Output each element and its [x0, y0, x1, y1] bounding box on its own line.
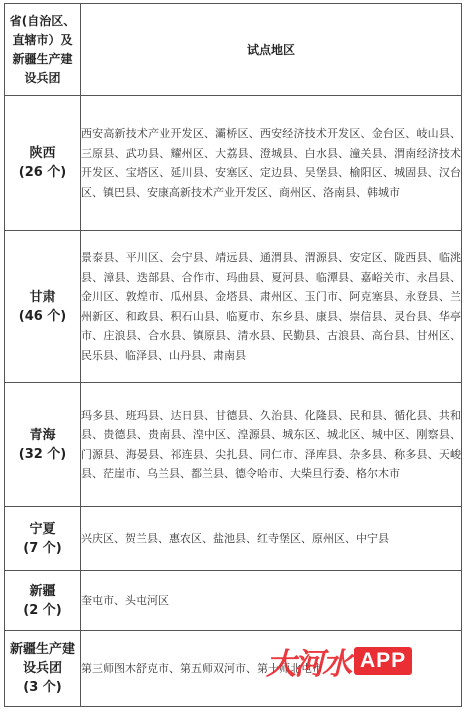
province-cell [5, 383, 81, 507]
province-cell [5, 507, 81, 571]
table-row [5, 571, 462, 631]
table-row [5, 96, 462, 231]
table-header-row [5, 4, 462, 96]
province-name-line: 新疆生产建 [9, 642, 75, 657]
province-name: 宁夏 [29, 521, 56, 537]
province-cell [5, 571, 81, 631]
province-name: 青海 [29, 427, 56, 443]
watermark-logo [266, 643, 412, 682]
header-province-line: 设兵团 [24, 70, 61, 85]
province-name: 陕西 [29, 146, 56, 161]
header-province [5, 4, 81, 96]
watermark-logo-text: 大河水 [266, 647, 350, 682]
pilot-areas-table [4, 3, 462, 707]
province-name: 新疆 [29, 583, 56, 599]
province-count: (2 个) [23, 602, 62, 618]
header-province-line: 直辖市）及 [12, 32, 73, 47]
province-count: (32 个) [18, 446, 67, 462]
areas-cell: 兴庆区、贺兰县、惠农区、盐池县、红寺堡区、原州区、中宁县 [81, 507, 462, 571]
header-province-line: 省(自治区、 [9, 13, 76, 28]
areas-cell: 玛多县、班玛县、达日县、甘德县、久治县、化隆县、民和县、循化县、共和县、贵德县、贵南县、湟中区、湟源县、城东区、城北区、城中区、刚察县、门源县、海晏县、祁连县、尖扎县、同仁市、泽库县、杂多县、称多县、天峻县、茫崖市、乌兰县、都兰县、德令哈市、大柴旦行委、格尔木市 [81, 383, 462, 507]
areas-cell: 奎屯市、头屯河区 [81, 571, 462, 631]
table-row [5, 383, 462, 507]
province-count: (3 个) [23, 680, 62, 695]
province-count: (46 个) [18, 308, 67, 324]
header-province-line: 新疆生产建 [12, 51, 73, 66]
province-count: (26 个) [18, 165, 67, 180]
watermark-app-badge: APP [354, 647, 412, 675]
table-row [5, 507, 462, 571]
areas-cell: 西安高新技术产业开发区、灞桥区、西安经济技术开发区、金台区、岐山县、三原县、武功县、耀州区、大荔县、澄城县、白水县、潼关县、渭南经济技术开发区、宝塔区、延川县、安塞区、定边县、吴堡县、榆阳区、城固县、汉台区、镇巴县、安康高新技术产业开发区、商州区、洛南县、韩城市 [81, 96, 462, 231]
province-name: 甘肃 [29, 289, 56, 305]
province-cell [5, 631, 81, 707]
province-count: (7 个) [23, 540, 62, 556]
province-cell [5, 231, 81, 383]
areas-cell: 景泰县、平川区、会宁县、靖远县、通渭县、渭源县、安定区、陇西县、临洮县、漳县、迭部县、合作市、玛曲县、夏河县、临潭县、嘉峪关市、永昌县、金川区、敦煌市、瓜州县、金塔县、肃州区、玉门市、阿克塞县、永登县、兰州新区、和政县、积石山县、临夏市、东乡县、康县、崇信县、灵台县、华亭市、庄浪县、合水县、镇原县、清水县、民勤县、古浪县、高台县、甘州区、民乐县、临泽县、山丹县、肃南县 [81, 231, 462, 383]
header-areas: 试点地区 [81, 4, 462, 96]
table-row [5, 231, 462, 383]
areas-cell: 第三师图木舒克市、第五师双河市、第十师北屯市 [81, 631, 462, 707]
province-name-line: 设兵团 [22, 661, 62, 676]
province-cell [5, 96, 81, 231]
